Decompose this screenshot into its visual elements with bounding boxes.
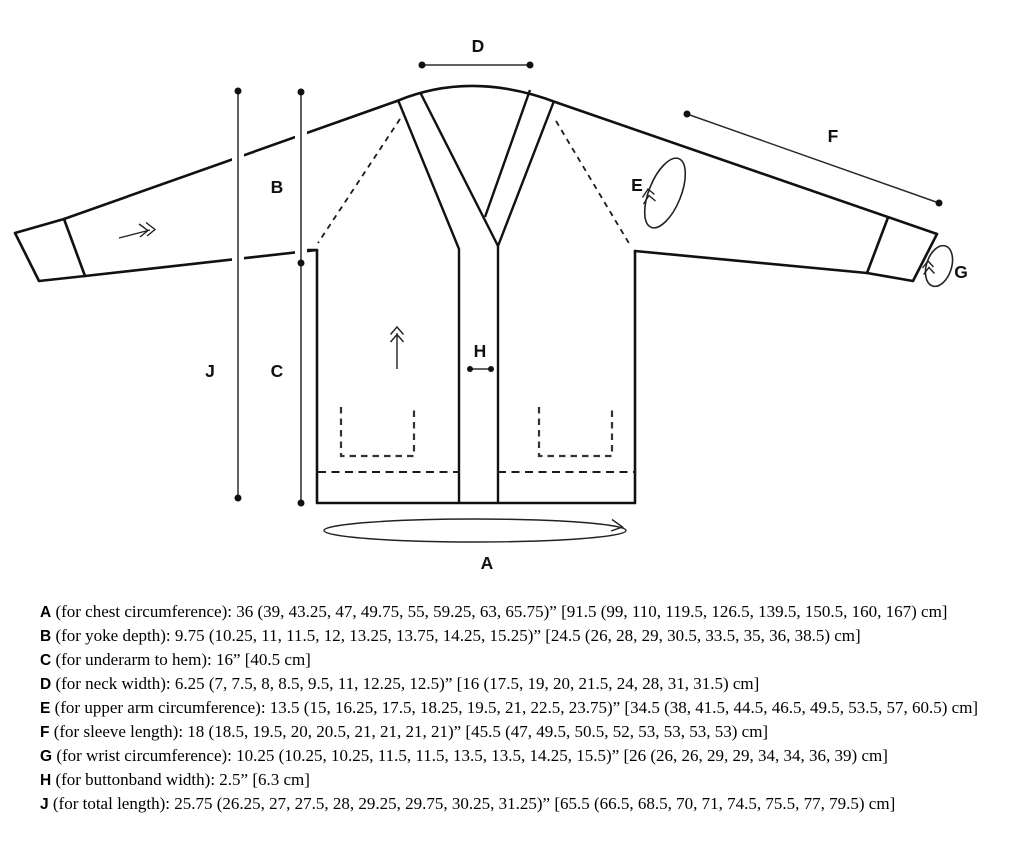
- measurement-letter: G: [40, 748, 53, 765]
- cardigan-outline: [15, 86, 937, 503]
- measurement-letter: C: [40, 652, 52, 669]
- buttonband-right-inner-edge: [498, 101, 554, 246]
- measure-label-d: D: [471, 36, 485, 56]
- measurement-letter: F: [40, 724, 50, 741]
- right-sleeve-top-edge: [558, 103, 937, 234]
- measure-label-h: H: [473, 341, 487, 361]
- measure-line-F: [687, 114, 939, 203]
- left-sleeve-top-edge: [64, 101, 397, 219]
- measure-endpoint-dot: [235, 88, 242, 95]
- measurement-line: [40, 792, 987, 816]
- measurement-line: [40, 696, 987, 720]
- measurement-text: (for buttonband width): 2.5” [6.3 cm]: [55, 770, 310, 789]
- left-cuff: [15, 219, 85, 281]
- body-direction-arrow: [391, 327, 404, 369]
- right-pocket-outline: [539, 407, 612, 456]
- measure-label-f: F: [827, 126, 839, 146]
- measurement-text: (for upper arm circumference): 13.5 (15, 16.25, 17.5, 18.25, 19.5, 21, 22.5, 23.75)” [34.5 (38, 41.5, 44.5, 46.5, 49.5, 53.5, 57, 60.5) cm]: [54, 698, 979, 717]
- measurement-text: (for neck width): 6.25 (7, 7.5, 8, 8.5, 9.5, 11, 12.25, 12.5)” [16 (17.5, 19, 20, 21.5, 24, 28, 31, 31.5) cm]: [55, 674, 760, 693]
- measure-endpoint-dot: [936, 200, 943, 207]
- measurement-text: (for sleeve length): 18 (18.5, 19.5, 20, 20.5, 21, 21, 21, 21)” [45.5 (47, 49.5, 50.5, 52, 53, 53, 53, 53) cm]: [53, 722, 769, 741]
- measure-endpoint-dot: [298, 500, 305, 507]
- measurement-letter: J: [40, 796, 49, 813]
- right-sleeve-bottom-and-cuff: [635, 234, 937, 281]
- measure-label-e: E: [631, 175, 643, 195]
- measurement-text: (for yoke depth): 9.75 (10.25, 11, 11.5, 12, 13.25, 13.75, 14.25, 15.25)” [24.5 (26, 28, 29, 30.5, 33.5, 35, 36, 38.5) cm]: [55, 626, 861, 645]
- measurement-letter: H: [40, 772, 52, 789]
- measurement-line: [40, 768, 987, 792]
- dashed-details: [318, 119, 634, 472]
- measurement-text: (for total length): 25.75 (26.25, 27, 27.5, 28, 29.25, 29.75, 30.25, 31.25)” [65.5 (66.5, 68.5, 70, 71, 74.5, 75.5, 77, 79.5) cm]: [52, 794, 896, 813]
- left-pocket-outline: [341, 407, 414, 456]
- left-raglan-dashed-line: [318, 119, 400, 243]
- diagram-labels: [205, 36, 968, 573]
- measure-label-b: B: [270, 177, 284, 197]
- right-cuff-separator: [867, 218, 888, 274]
- measure-endpoint-dot: [684, 111, 691, 118]
- measure-endpoint-dot: [527, 62, 534, 69]
- measurement-line: [40, 648, 987, 672]
- circumference-loops: [324, 153, 957, 542]
- measurement-line: [40, 720, 987, 744]
- measurement-key: [40, 600, 987, 816]
- measurement-line: [40, 672, 987, 696]
- measurement-line: [40, 624, 987, 648]
- direction-arrows: [119, 223, 404, 370]
- measurement-line: [40, 600, 987, 624]
- buttonband-left-outer-edge: [398, 100, 459, 503]
- measure-label-j: J: [205, 361, 215, 381]
- measure-endpoint-dot: [298, 260, 305, 267]
- wrist-loop-G: [921, 242, 958, 290]
- chest-loop-A: [324, 519, 626, 542]
- measurement-text: (for underarm to hem): 16” [40.5 cm]: [55, 650, 311, 669]
- measure-label-g: G: [954, 262, 968, 282]
- measurement-text: (for chest circumference): 36 (39, 43.25, 47, 49.75, 55, 59.25, 63, 65.75)” [91.5 (99, 110, 119.5, 126.5, 139.5, 150.5, 160, 167) cm]: [55, 602, 948, 621]
- measurement-letter: D: [40, 676, 52, 693]
- measurement-text: (for wrist circumference): 10.25 (10.25, 10.25, 11.5, 11.5, 13.5, 13.5, 14.25, 15.5)” [26 (26, 26, 29, 29, 34, 34, 36, 39) cm]: [56, 746, 888, 765]
- measure-endpoint-dot: [235, 495, 242, 502]
- measurement-letter: E: [40, 700, 51, 717]
- measure-label-c: C: [270, 361, 284, 381]
- measure-endpoint-dot: [467, 366, 473, 372]
- right-raglan-dashed-line: [556, 121, 630, 245]
- measure-label-a: A: [480, 553, 494, 573]
- body-outline: [317, 250, 635, 503]
- left-sleeve-bottom-edge: [85, 250, 317, 276]
- measure-endpoint-dot: [488, 366, 494, 372]
- measure-endpoint-dot: [419, 62, 426, 69]
- measurement-letter: B: [40, 628, 52, 645]
- buttonband-right-outer-edge: [485, 90, 530, 217]
- sleeve-direction-arrow: [119, 223, 155, 239]
- measurement-line: [40, 744, 987, 768]
- measurement-letter: A: [40, 604, 52, 621]
- measure-endpoint-dot: [298, 89, 305, 96]
